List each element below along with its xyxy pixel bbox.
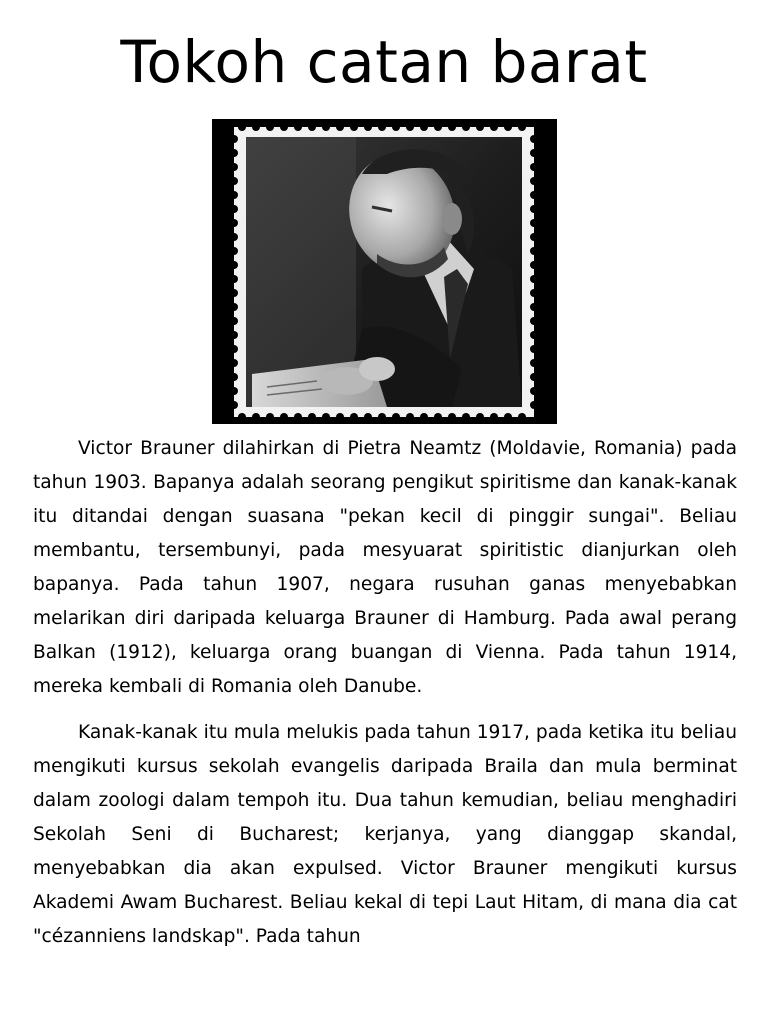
page-title: Tokoh catan barat — [120, 28, 648, 96]
portrait-photo-icon — [212, 119, 557, 424]
paragraph: Victor Brauner dilahirkan di Pietra Neamtz (Moldavie, Romania) pada tahun 1903. Bapanya adalah seorang pengikut spiritisme dan kanak-kanak itu ditandai dengan suasana "pekan kecil di pinggir sungai". Beliau membantu, tersembunyi, pada mesyuarat spiritistic dianjurkan oleh bapanya. Pada tahun 1907, negara rusuhan ganas menyebabkan melarikan diri daripada keluarga Brauner di Hamburg. Pada awal perang Balkan (1912), keluarga orang buangan di Vienna. Pada tahun 1914, mereka kembali di Romania oleh Danube. — [33, 438, 737, 697]
paragraph: Kanak-kanak itu mula melukis pada tahun 1917, pada ketika itu beliau mengikuti kursus sekolah evangelis daripada Braila dan mula berminat dalam zoologi dalam tempoh itu. Dua tahun kemudian, beliau menghadiri Sekolah Seni di Bucharest; kerjanya, yang dianggap skandal, menyebabkan dia akan expulsed. Victor Brauner mengikuti kursus Akademi Awam Bucharest. Beliau kekal di tepi Laut Hitam, di mana dia cat "cézanniens landskap". Pada tahun — [33, 722, 737, 947]
article-body — [33, 432, 737, 966]
portrait-photo — [212, 119, 557, 424]
